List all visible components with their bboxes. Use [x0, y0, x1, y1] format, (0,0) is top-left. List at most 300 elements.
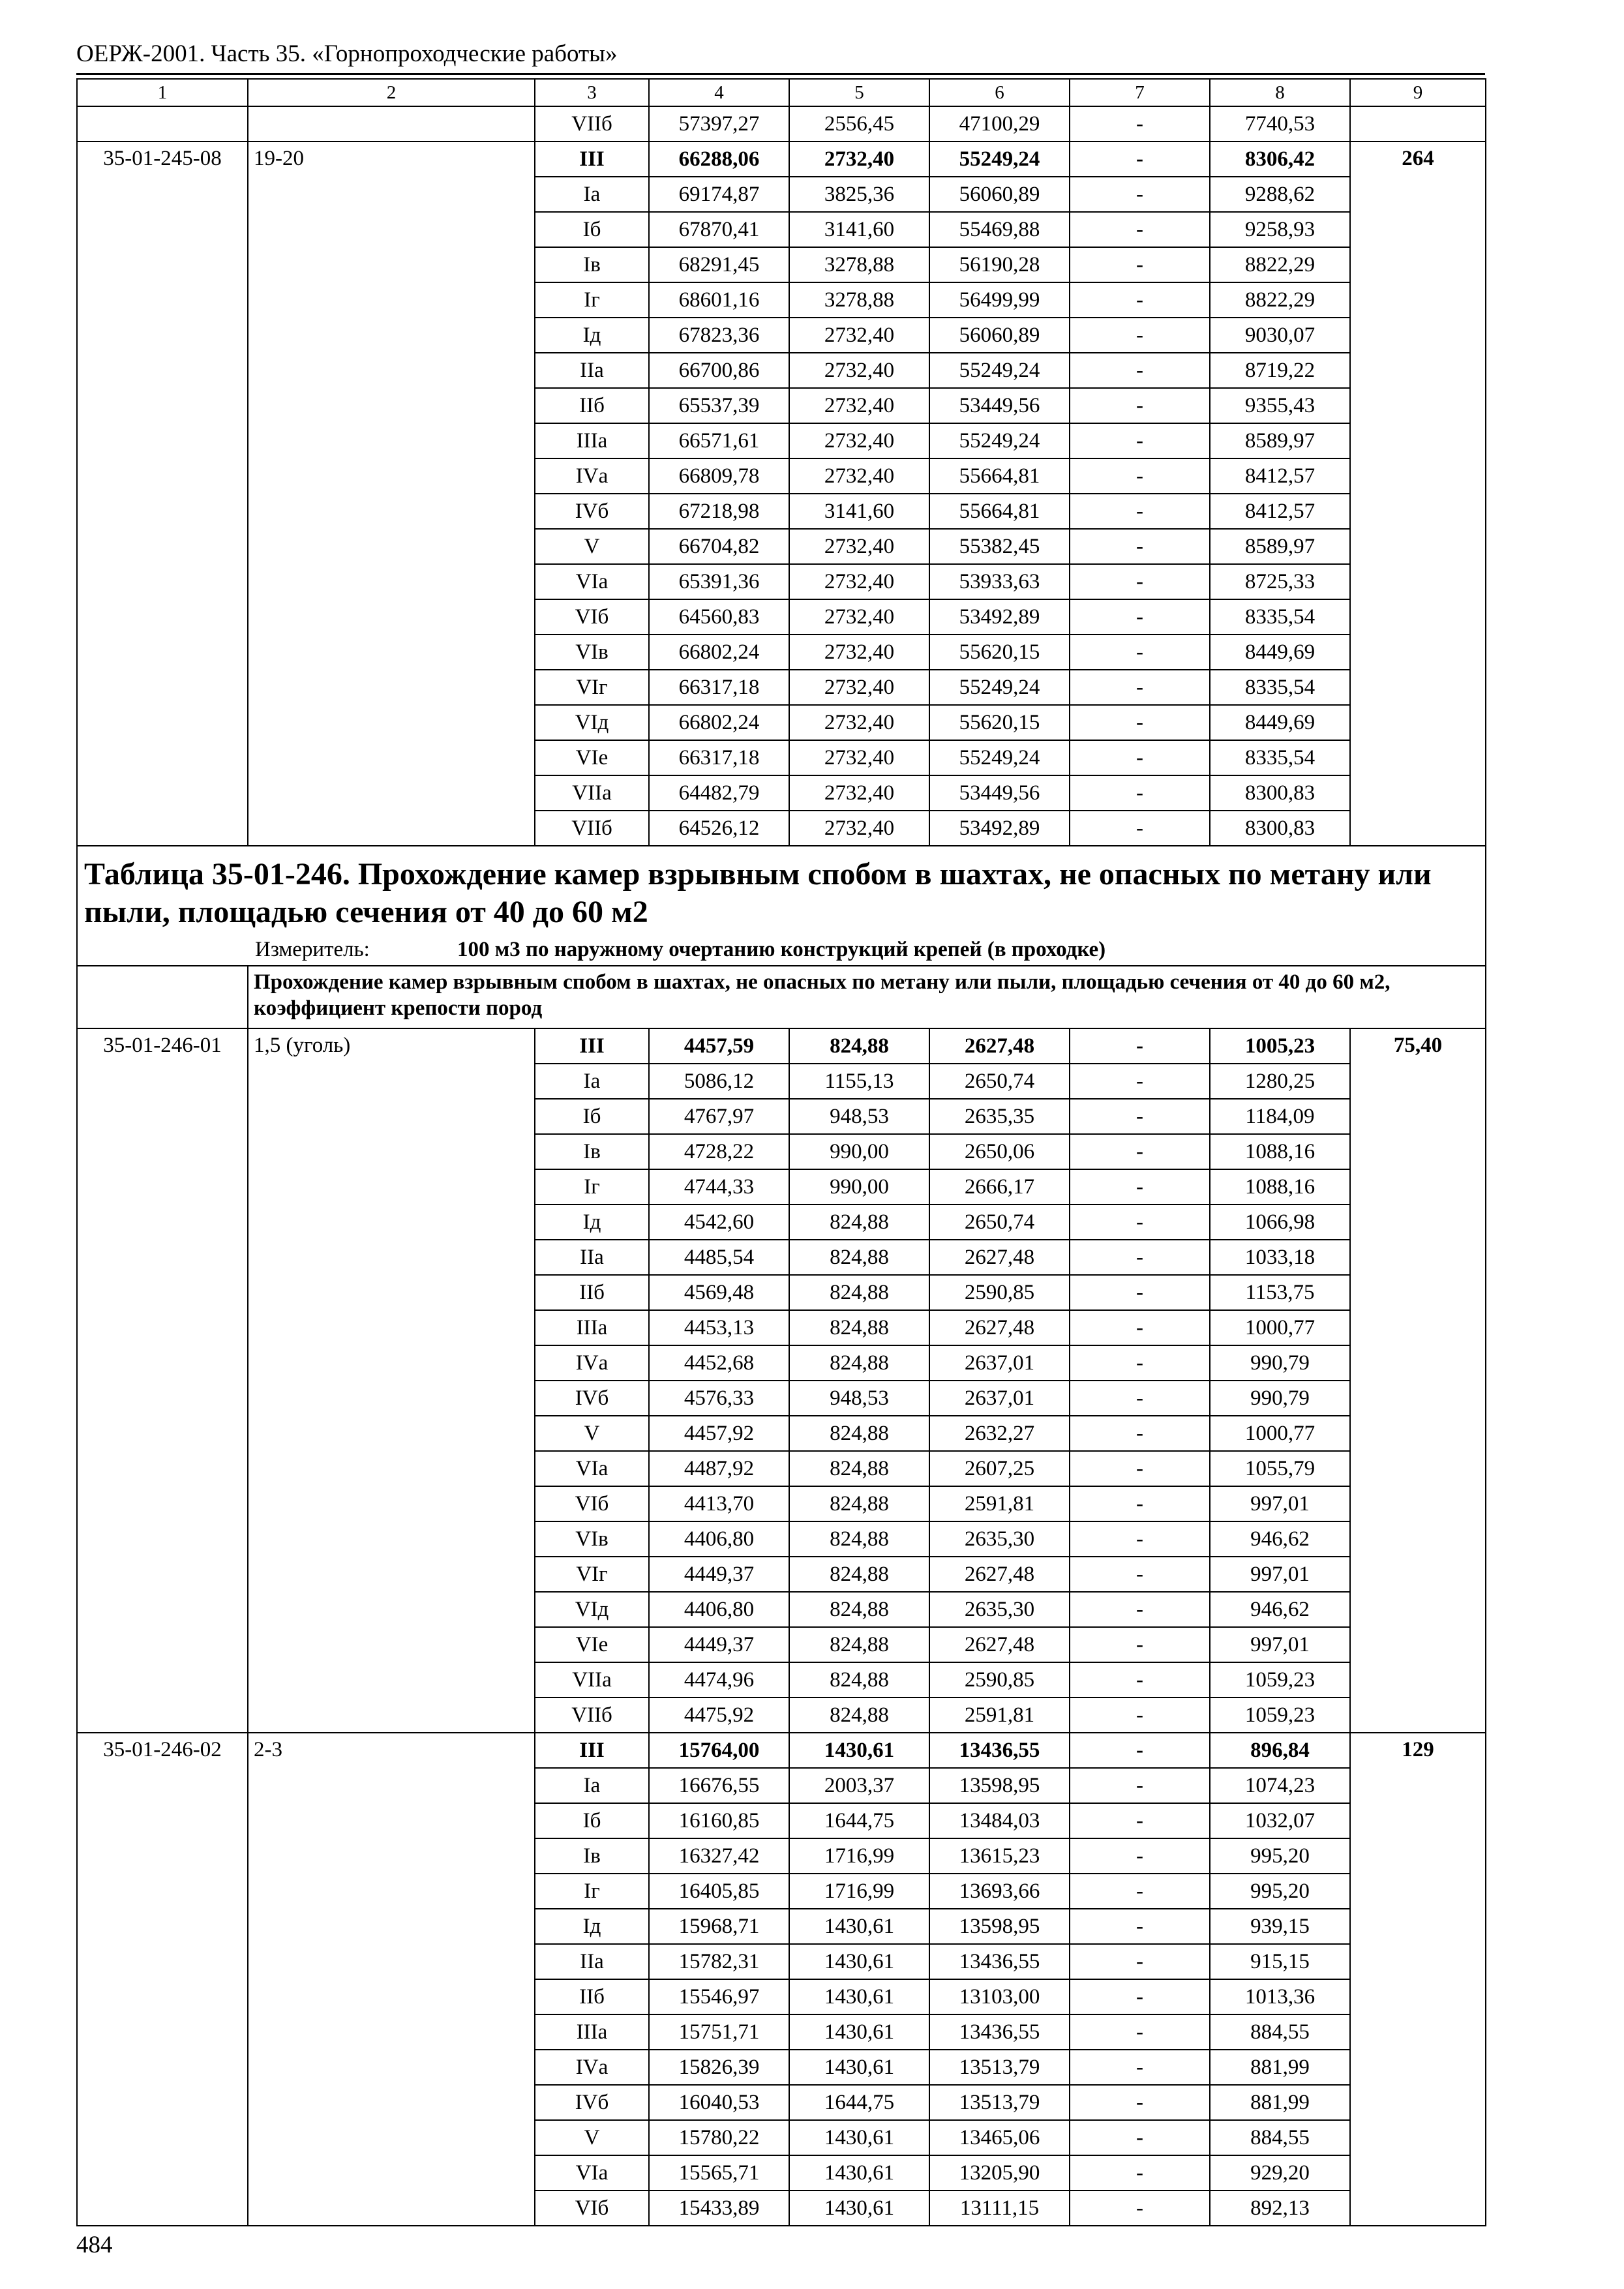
value-cell: 884,55	[1210, 2014, 1350, 2050]
value-cell: 2732,40	[789, 353, 929, 388]
category-cell: Iб	[535, 212, 649, 247]
value-cell: 56060,89	[929, 177, 1070, 212]
value-cell: -	[1070, 1557, 1210, 1592]
category-cell: IVб	[535, 1381, 649, 1416]
value-cell: 4475,92	[649, 1698, 789, 1733]
rates-table	[76, 78, 1486, 2226]
value-cell: -	[1070, 1204, 1210, 1240]
value-cell: 997,01	[1210, 1557, 1350, 1592]
value-cell: 2627,48	[929, 1028, 1070, 1064]
value-cell: 896,84	[1210, 1733, 1350, 1768]
value-cell: 1088,16	[1210, 1134, 1350, 1169]
value-cell: 9258,93	[1210, 212, 1350, 247]
value-cell: -	[1070, 1451, 1210, 1486]
norm-description-cell: 2-3	[248, 1733, 535, 2226]
category-cell: III	[535, 142, 649, 177]
value-cell: 2732,40	[789, 599, 929, 635]
category-cell: Iд	[535, 318, 649, 353]
value-cell: 1074,23	[1210, 1768, 1350, 1803]
value-cell: -	[1070, 1874, 1210, 1909]
value-cell: 8719,22	[1210, 353, 1350, 388]
value-cell: 1430,61	[789, 1733, 929, 1768]
value-cell: 881,99	[1210, 2085, 1350, 2120]
value-cell: 3278,88	[789, 247, 929, 282]
norm-description-cell: 1,5 (уголь)	[248, 1028, 535, 1733]
category-cell: VIIа	[535, 775, 649, 811]
value-cell: -	[1070, 1486, 1210, 1521]
value-cell: 53449,56	[929, 388, 1070, 423]
value-cell: 990,00	[789, 1169, 929, 1204]
category-cell: Iа	[535, 1064, 649, 1099]
value-cell: 939,15	[1210, 1909, 1350, 1944]
value-cell: 1716,99	[789, 1874, 929, 1909]
value-cell: 4728,22	[649, 1134, 789, 1169]
value-cell: -	[1070, 1064, 1210, 1099]
category-cell: IIIа	[535, 423, 649, 458]
value-cell: -	[1070, 388, 1210, 423]
value-cell: -	[1070, 1381, 1210, 1416]
category-cell: IVа	[535, 1345, 649, 1381]
value-cell: 15433,89	[649, 2191, 789, 2226]
value-cell: 53492,89	[929, 599, 1070, 635]
category-cell: VIа	[535, 564, 649, 599]
value-cell: 948,53	[789, 1099, 929, 1134]
value-cell: 15565,71	[649, 2155, 789, 2191]
value-cell: 4457,59	[649, 1028, 789, 1064]
value-cell: 13436,55	[929, 1944, 1070, 1979]
labor-total-cell: 129	[1350, 1733, 1486, 2226]
value-cell: 55469,88	[929, 212, 1070, 247]
category-cell: VIв	[535, 635, 649, 670]
category-cell: VIг	[535, 670, 649, 705]
header-rule	[76, 73, 1485, 75]
value-cell: 66809,78	[649, 458, 789, 494]
value-cell: 824,88	[789, 1486, 929, 1521]
value-cell: 16327,42	[649, 1838, 789, 1874]
value-cell: 948,53	[789, 1381, 929, 1416]
value-cell: 1430,61	[789, 2050, 929, 2085]
value-cell: 9355,43	[1210, 388, 1350, 423]
value-cell: -	[1070, 106, 1210, 142]
value-cell: 66317,18	[649, 670, 789, 705]
value-cell: 15826,39	[649, 2050, 789, 2085]
value-cell: 13436,55	[929, 1733, 1070, 1768]
category-cell: Iд	[535, 1909, 649, 1944]
value-cell: 929,20	[1210, 2155, 1350, 2191]
value-cell: 2732,40	[789, 388, 929, 423]
value-cell: 9288,62	[1210, 177, 1350, 212]
value-cell: 2607,25	[929, 1451, 1070, 1486]
value-cell: 13111,15	[929, 2191, 1070, 2226]
value-cell: -	[1070, 1803, 1210, 1838]
value-cell: -	[1070, 142, 1210, 177]
value-cell: -	[1070, 1698, 1210, 1733]
value-cell: 4767,97	[649, 1099, 789, 1134]
category-cell: IIб	[535, 1275, 649, 1310]
value-cell: 824,88	[789, 1592, 929, 1627]
value-cell: 1644,75	[789, 2085, 929, 2120]
category-cell: IIIа	[535, 2014, 649, 2050]
value-cell: 4449,37	[649, 1557, 789, 1592]
value-cell: 2732,40	[789, 635, 929, 670]
value-cell: 68601,16	[649, 282, 789, 318]
section-title: Таблица 35-01-246. Прохождение камер взрывным спобом в шахтах, не опасных по метану или пыли, площадью сечения от 40 до 60 м2	[84, 857, 1432, 929]
value-cell: 1153,75	[1210, 1275, 1350, 1310]
value-cell: 1430,61	[789, 2155, 929, 2191]
value-cell: 824,88	[789, 1521, 929, 1557]
value-cell: -	[1070, 2120, 1210, 2155]
category-cell: IIIа	[535, 1310, 649, 1345]
category-cell: Iв	[535, 1838, 649, 1874]
value-cell: 2637,01	[929, 1345, 1070, 1381]
category-cell: VIIб	[535, 1698, 649, 1733]
value-cell: 946,62	[1210, 1592, 1350, 1627]
value-cell: 2590,85	[929, 1275, 1070, 1310]
category-cell: VIIб	[535, 106, 649, 142]
value-cell: -	[1070, 1733, 1210, 1768]
value-cell: 57397,27	[649, 106, 789, 142]
value-cell: 1000,77	[1210, 1310, 1350, 1345]
value-cell: 2732,40	[789, 670, 929, 705]
value-cell: 4576,33	[649, 1381, 789, 1416]
value-cell: 8589,97	[1210, 529, 1350, 564]
value-cell: -	[1070, 1310, 1210, 1345]
value-cell: -	[1070, 1944, 1210, 1979]
continuation-row	[77, 106, 1486, 142]
value-cell: -	[1070, 318, 1210, 353]
value-cell: 13205,90	[929, 2155, 1070, 2191]
category-cell: V	[535, 1416, 649, 1451]
value-cell: 2732,40	[789, 564, 929, 599]
value-cell: 4487,92	[649, 1451, 789, 1486]
value-cell: -	[1070, 1662, 1210, 1698]
value-cell: 2591,81	[929, 1698, 1070, 1733]
value-cell: 8412,57	[1210, 494, 1350, 529]
value-cell: 13436,55	[929, 2014, 1070, 2050]
value-cell: -	[1070, 599, 1210, 635]
value-cell: 8306,42	[1210, 142, 1350, 177]
category-cell: IIа	[535, 1240, 649, 1275]
value-cell: -	[1070, 670, 1210, 705]
category-cell: Iг	[535, 1169, 649, 1204]
value-cell: 892,13	[1210, 2191, 1350, 2226]
category-cell: VIб	[535, 1486, 649, 1521]
value-cell: 2635,30	[929, 1521, 1070, 1557]
value-cell: 824,88	[789, 1310, 929, 1345]
value-cell: 66288,06	[649, 142, 789, 177]
value-cell: -	[1070, 353, 1210, 388]
value-cell: 8822,29	[1210, 282, 1350, 318]
value-cell: 884,55	[1210, 2120, 1350, 2155]
meter-line	[84, 936, 1479, 963]
value-cell: 8725,33	[1210, 564, 1350, 599]
labor-total-cell: 75,40	[1350, 1028, 1486, 1733]
category-cell: VIб	[535, 599, 649, 635]
value-cell: 824,88	[789, 1028, 929, 1064]
value-cell: 1059,23	[1210, 1698, 1350, 1733]
value-cell: 1055,79	[1210, 1451, 1350, 1486]
category-cell: IIа	[535, 353, 649, 388]
value-cell: 2003,37	[789, 1768, 929, 1803]
value-cell: -	[1070, 1979, 1210, 2014]
value-cell: -	[1070, 1521, 1210, 1557]
value-cell: 16676,55	[649, 1768, 789, 1803]
value-cell: 13693,66	[929, 1874, 1070, 1909]
category-cell: III	[535, 1028, 649, 1064]
value-cell: -	[1070, 775, 1210, 811]
value-cell: 2650,74	[929, 1204, 1070, 1240]
value-cell: 55664,81	[929, 458, 1070, 494]
category-cell: VIIа	[535, 1662, 649, 1698]
value-cell: 2732,40	[789, 705, 929, 740]
value-cell: 4406,80	[649, 1592, 789, 1627]
value-cell: 4453,13	[649, 1310, 789, 1345]
meter-label: Измеритель:	[255, 938, 370, 961]
value-cell: -	[1070, 494, 1210, 529]
value-cell: -	[1070, 1909, 1210, 1944]
subheader-cell: Прохождение камер взрывным спобом в шахтах, не опасных по метану или пыли, площадью сечения от 40 до 60 м2, коэффициент крепости пород	[248, 966, 1486, 1028]
value-cell: 2635,30	[929, 1592, 1070, 1627]
column-number: 1	[77, 79, 248, 106]
category-cell: VIа	[535, 1451, 649, 1486]
value-cell: 66704,82	[649, 529, 789, 564]
value-cell: 2732,40	[789, 423, 929, 458]
value-cell: 824,88	[789, 1345, 929, 1381]
value-cell: 990,79	[1210, 1345, 1350, 1381]
value-cell: 67870,41	[649, 212, 789, 247]
category-cell: IIб	[535, 1979, 649, 2014]
value-cell: 68291,45	[649, 247, 789, 282]
value-cell: 15968,71	[649, 1909, 789, 1944]
value-cell: 2732,40	[789, 529, 929, 564]
norm-description-cell: 19-20	[248, 142, 535, 846]
value-cell: 64526,12	[649, 811, 789, 846]
value-cell: 8335,54	[1210, 670, 1350, 705]
value-cell: 997,01	[1210, 1486, 1350, 1521]
category-cell: IIа	[535, 1944, 649, 1979]
value-cell: 15782,31	[649, 1944, 789, 1979]
value-cell: 66700,86	[649, 353, 789, 388]
value-cell: 997,01	[1210, 1627, 1350, 1662]
value-cell: 8449,69	[1210, 705, 1350, 740]
value-cell: 2627,48	[929, 1627, 1070, 1662]
value-cell: 824,88	[789, 1240, 929, 1275]
value-cell: 3141,60	[789, 494, 929, 529]
category-cell: Iа	[535, 177, 649, 212]
empty-cell	[1350, 106, 1486, 142]
value-cell: 13513,79	[929, 2050, 1070, 2085]
value-cell: 55249,24	[929, 142, 1070, 177]
value-cell: 4474,96	[649, 1662, 789, 1698]
value-cell: 53449,56	[929, 775, 1070, 811]
value-cell: 995,20	[1210, 1838, 1350, 1874]
value-cell: 4569,48	[649, 1275, 789, 1310]
value-cell: 55620,15	[929, 705, 1070, 740]
value-cell: 5086,12	[649, 1064, 789, 1099]
value-cell: 15780,22	[649, 2120, 789, 2155]
value-cell: 15546,97	[649, 1979, 789, 2014]
value-cell: 8589,97	[1210, 423, 1350, 458]
value-cell: 55249,24	[929, 740, 1070, 775]
value-cell: -	[1070, 2014, 1210, 2050]
column-number: 4	[649, 79, 789, 106]
category-cell: Iг	[535, 1874, 649, 1909]
table-row	[77, 1733, 1486, 1768]
category-cell: VIв	[535, 1521, 649, 1557]
value-cell: 55249,24	[929, 670, 1070, 705]
value-cell: 66802,24	[649, 635, 789, 670]
column-number: 2	[248, 79, 535, 106]
category-cell: VIд	[535, 1592, 649, 1627]
value-cell: 8822,29	[1210, 247, 1350, 282]
empty-cell	[77, 106, 248, 142]
value-cell: -	[1070, 1134, 1210, 1169]
category-cell: VIб	[535, 2191, 649, 2226]
value-cell: 4413,70	[649, 1486, 789, 1521]
empty-cell	[248, 106, 535, 142]
value-cell: 1430,61	[789, 1909, 929, 1944]
table-row	[77, 142, 1486, 177]
value-cell: 8335,54	[1210, 599, 1350, 635]
value-cell: 15751,71	[649, 2014, 789, 2050]
value-cell: 995,20	[1210, 1874, 1350, 1909]
value-cell: 64482,79	[649, 775, 789, 811]
value-cell: 64560,83	[649, 599, 789, 635]
value-cell: 1005,23	[1210, 1028, 1350, 1064]
category-cell: Iд	[535, 1204, 649, 1240]
value-cell: 1013,36	[1210, 1979, 1350, 2014]
value-cell: 2666,17	[929, 1169, 1070, 1204]
value-cell: -	[1070, 1768, 1210, 1803]
section-title-row	[77, 846, 1486, 966]
value-cell: 16160,85	[649, 1803, 789, 1838]
value-cell: -	[1070, 177, 1210, 212]
norm-code-cell: 35-01-245-08	[77, 142, 248, 846]
value-cell: 4452,68	[649, 1345, 789, 1381]
value-cell: 2627,48	[929, 1310, 1070, 1345]
column-number: 9	[1350, 79, 1486, 106]
value-cell: 8335,54	[1210, 740, 1350, 775]
empty-cell	[77, 966, 248, 1028]
value-cell: 9030,07	[1210, 318, 1350, 353]
value-cell: -	[1070, 1275, 1210, 1310]
value-cell: 1059,23	[1210, 1662, 1350, 1698]
value-cell: 65537,39	[649, 388, 789, 423]
value-cell: 3278,88	[789, 282, 929, 318]
category-cell: VIе	[535, 1627, 649, 1662]
category-cell: IVа	[535, 2050, 649, 2085]
value-cell: -	[1070, 1099, 1210, 1134]
value-cell: 1280,25	[1210, 1064, 1350, 1099]
value-cell: 13615,23	[929, 1838, 1070, 1874]
page-number: 484	[76, 2232, 113, 2258]
column-number: 7	[1070, 79, 1210, 106]
value-cell: -	[1070, 1240, 1210, 1275]
page-header-title: ОЕРЖ-2001. Часть 35. «Горнопроходческие работы»	[76, 40, 618, 67]
category-cell: VIа	[535, 2155, 649, 2191]
value-cell: 66802,24	[649, 705, 789, 740]
value-cell: 2627,48	[929, 1240, 1070, 1275]
value-cell: 13598,95	[929, 1909, 1070, 1944]
value-cell: -	[1070, 1345, 1210, 1381]
value-cell: -	[1070, 635, 1210, 670]
value-cell: 2732,40	[789, 142, 929, 177]
column-number-row	[77, 79, 1486, 106]
column-number: 6	[929, 79, 1070, 106]
value-cell: -	[1070, 705, 1210, 740]
value-cell: 1430,61	[789, 1944, 929, 1979]
value-cell: 2732,40	[789, 811, 929, 846]
category-cell: V	[535, 2120, 649, 2155]
category-cell: Iг	[535, 282, 649, 318]
value-cell: 66571,61	[649, 423, 789, 458]
value-cell: 55620,15	[929, 635, 1070, 670]
value-cell: 65391,36	[649, 564, 789, 599]
value-cell: 1430,61	[789, 2120, 929, 2155]
value-cell: 824,88	[789, 1416, 929, 1451]
value-cell: 1430,61	[789, 2014, 929, 2050]
value-cell: 16405,85	[649, 1874, 789, 1909]
value-cell: 1033,18	[1210, 1240, 1350, 1275]
table-row	[77, 1028, 1486, 1064]
value-cell: 1716,99	[789, 1838, 929, 1874]
value-cell: 824,88	[789, 1451, 929, 1486]
category-cell: IIб	[535, 388, 649, 423]
value-cell: 2650,06	[929, 1134, 1070, 1169]
value-cell: 4542,60	[649, 1204, 789, 1240]
category-cell: III	[535, 1733, 649, 1768]
value-cell: 824,88	[789, 1662, 929, 1698]
value-cell: 13465,06	[929, 2120, 1070, 2155]
norm-code-cell: 35-01-246-02	[77, 1733, 248, 2226]
value-cell: 824,88	[789, 1557, 929, 1592]
category-cell: VIе	[535, 740, 649, 775]
value-cell: -	[1070, 247, 1210, 282]
value-cell: 915,15	[1210, 1944, 1350, 1979]
value-cell: 15764,00	[649, 1733, 789, 1768]
value-cell: 4485,54	[649, 1240, 789, 1275]
value-cell: 67823,36	[649, 318, 789, 353]
value-cell: -	[1070, 811, 1210, 846]
value-cell: 4457,92	[649, 1416, 789, 1451]
category-cell: IVб	[535, 2085, 649, 2120]
value-cell: 4744,33	[649, 1169, 789, 1204]
value-cell: 13598,95	[929, 1768, 1070, 1803]
value-cell: 55249,24	[929, 423, 1070, 458]
category-cell: VIг	[535, 1557, 649, 1592]
value-cell: -	[1070, 1838, 1210, 1874]
meter-value: 100 м3 по наружному очертанию конструкций крепей (в проходке)	[457, 938, 1106, 961]
value-cell: 67218,98	[649, 494, 789, 529]
value-cell: 4406,80	[649, 1521, 789, 1557]
value-cell: -	[1070, 740, 1210, 775]
category-cell: VIд	[535, 705, 649, 740]
value-cell: 13103,00	[929, 1979, 1070, 2014]
value-cell: 2556,45	[789, 106, 929, 142]
value-cell: 1155,13	[789, 1064, 929, 1099]
column-number: 3	[535, 79, 649, 106]
value-cell: -	[1070, 529, 1210, 564]
value-cell: -	[1070, 1416, 1210, 1451]
category-cell: IVа	[535, 458, 649, 494]
value-cell: 824,88	[789, 1204, 929, 1240]
value-cell: 55664,81	[929, 494, 1070, 529]
value-cell: 990,00	[789, 1134, 929, 1169]
value-cell: 53933,63	[929, 564, 1070, 599]
value-cell: -	[1070, 282, 1210, 318]
value-cell: 824,88	[789, 1627, 929, 1662]
value-cell: 1644,75	[789, 1803, 929, 1838]
